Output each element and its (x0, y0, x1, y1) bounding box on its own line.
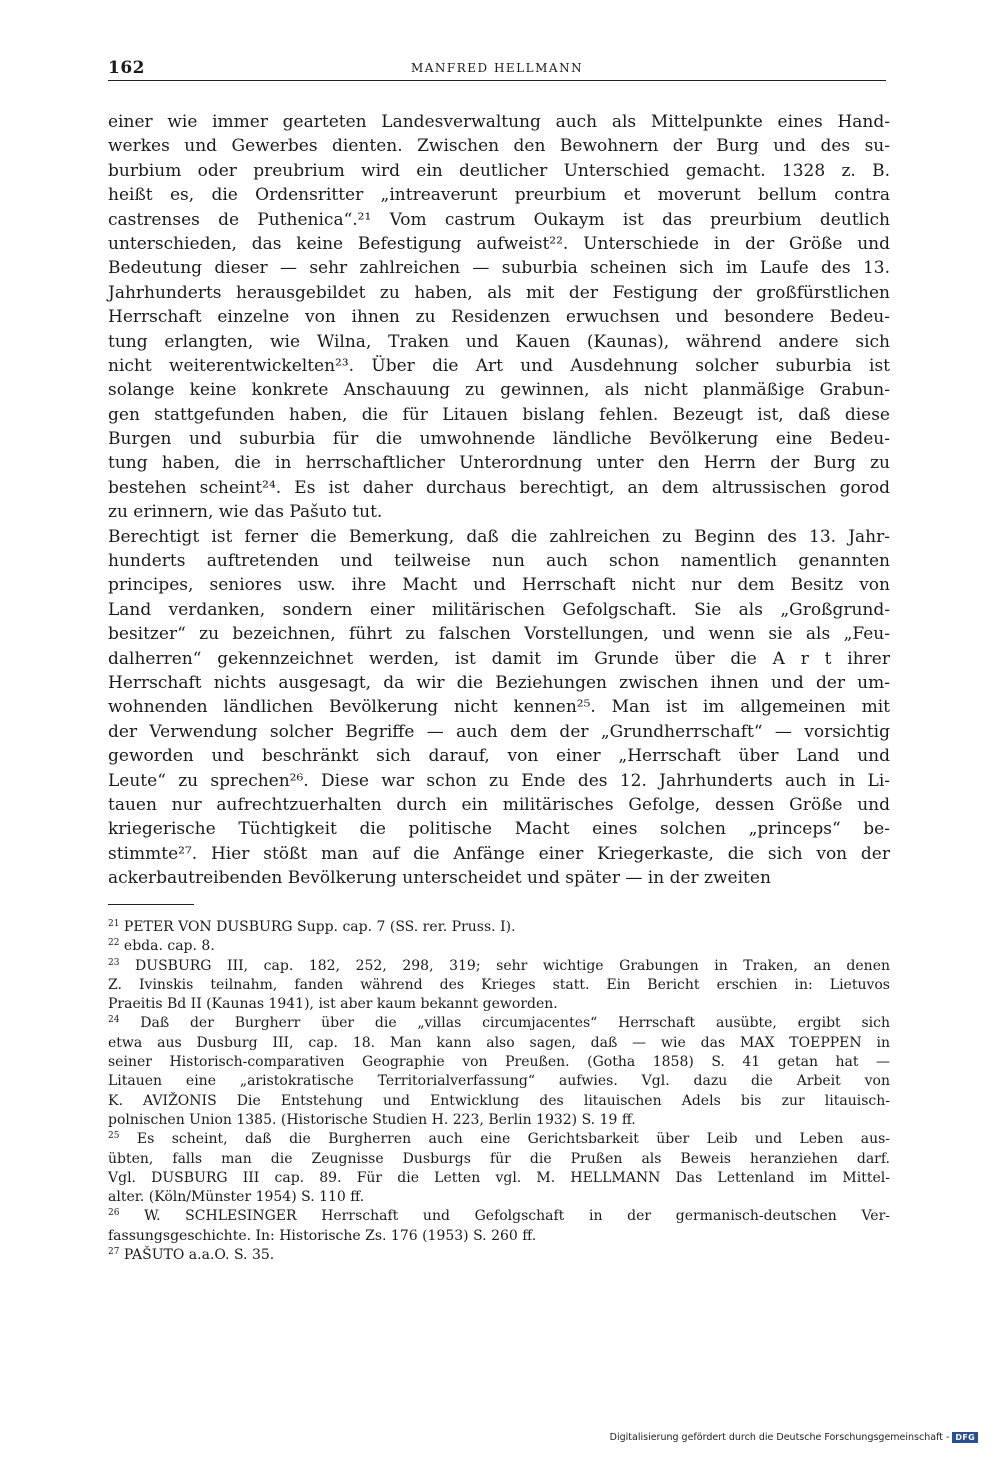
footnote-line (108, 995, 890, 1014)
body-line: bestehen scheint²⁴. Es ist daher durchaus berechtigt, an dem altrussischen gorod (108, 477, 890, 498)
dfg-logo: DFG (952, 1432, 978, 1443)
body-line: castrenses de Puthenica“.²¹ Vom castrum Oukaym ist das preurbium deutlich (108, 209, 890, 230)
footnote-line (108, 1014, 890, 1033)
body-line: heißt es, die Ordensritter „intreaverunt preurbium et moverunt bellum contra (108, 185, 890, 206)
footnote-line (108, 1150, 890, 1169)
body-line: Herrschaft nichts ausgesagt, da wir die Beziehungen zwischen ihnen und der um- (108, 672, 890, 693)
body-line: Burgen und suburbia für die umwohnende ländliche Bevölkerung eine Bedeu- (108, 429, 890, 450)
body-line: dalherren“ gekennzeichnet werden, ist damit im Grunde über die A r t ihrer (108, 648, 890, 669)
body-line: Leute“ zu sprechen²⁶. Diese war schon zu Ende des 12. Jahrhunderts auch in Li- (108, 770, 890, 791)
body-line: hunderts auftretenden und teilweise nun auch schon namentlich genannten (108, 551, 890, 572)
footnote-line (108, 1130, 890, 1149)
footnote-text: Es scheint, daß die Burgherren auch eine Gerichtsbarkeit über Leib und Leben aus- (136, 1131, 890, 1148)
body-line: gen stattgefunden haben, die für Litauen bislang fehlen. Bezeugt ist, daß diese (108, 404, 890, 425)
running-head: MANFRED HELLMANN (410, 61, 584, 75)
footnote-number: 27 (108, 1247, 120, 1258)
footnote-text: alter. (Köln/Münster 1954) S. 110 ff. (108, 1189, 365, 1206)
body-text (108, 110, 890, 891)
body-line: besitzer“ zu bezeichnen, führt zu falschen Vorstellungen, und wenn sie als „Feu- (108, 624, 890, 645)
footnote-number: 23 (108, 957, 120, 968)
footnote-text: Vgl. DUSBURG III cap. 89. Für die Letten vgl. M. HELLMANN Das Lettenland im Mittel- (108, 1169, 890, 1186)
footnote-text: DUSBURG III, cap. 182, 252, 298, 319; sehr wichtige Grabungen in Traken, an denen (135, 957, 890, 974)
footnote-line (108, 918, 890, 937)
body-line: stimmte²⁷. Hier stößt man auf die Anfänge einer Kriegerkaste, die sich von der (108, 843, 890, 864)
body-line: Land verdanken, sondern einer militärischen Gefolgschaft. Sie als „Großgrund- (108, 599, 890, 620)
footnote-text: polnischen Union 1385. (Historische Studien H. 223, Berlin 1932) S. 19 ff. (108, 1111, 636, 1128)
credit-text: Digitalisierung gefördert durch die Deutsche Forschungsgemeinschaft - (609, 1432, 950, 1443)
footnote-text: W. SCHLESINGER Herrschaft und Gefolgschaft in der germanisch-deutschen Ver- (144, 1208, 890, 1225)
footnote-text: PETER VON DUSBURG Supp. cap. 7 (SS. rer. Pruss. I). (123, 919, 516, 935)
footnote-line (108, 1246, 890, 1265)
body-line: ackerbautreibenden Bevölkerung unterscheidet und später — in der zweiten (108, 868, 771, 889)
body-line: wohnenden ländlichen Bevölkerung nicht kennen²⁵. Man ist im allgemeinen mit (108, 697, 890, 718)
footnote-line (108, 957, 890, 976)
footnote-number: 25 (108, 1131, 120, 1142)
footnote-text: fassungsgeschichte. In: Historische Zs. 176 (1953) S. 260 ff. (108, 1227, 537, 1244)
page-number: 162 (108, 58, 145, 78)
footnote-text: Z. Ivinskis teilnahm, fanden während des Krieges statt. Ein Bericht erschien in: Lietuvos (108, 976, 890, 993)
footnote-text: seiner Historisch-comparativen Geographie von Preußen. (Gotha 1858) S. 41 getan hat — (108, 1054, 890, 1071)
footnote-line (108, 1092, 890, 1111)
body-line: kriegerische Tüchtigkeit die politische Macht eines solchen „princeps“ be- (108, 819, 890, 840)
footnote-number: 24 (108, 1015, 120, 1026)
digitization-credit (610, 1432, 978, 1443)
body-line: tauen nur aufrechtzuerhalten durch ein militärisches Gefolge, dessen Größe und (108, 794, 890, 815)
footnote-text: übten, falls man die Zeugnisse Dusburgs für die Prußen als Beweis heranziehen darf. (108, 1150, 890, 1167)
footnote-number: 26 (108, 1208, 120, 1219)
body-line: tung haben, die in herrschaftlicher Unterordnung unter den Herrn der Burg zu (108, 453, 890, 474)
footnote-text: etwa aus Dusburg III, cap. 18. Man kann also sagen, daß — wie das MAX TOEPPEN in (108, 1034, 890, 1051)
body-line: der Verwendung solcher Begriffe — auch dem der „Grundherrschaft“ — vorsichtig (108, 721, 890, 742)
body-line: zu erinnern, wie das Pašuto tut. (108, 502, 383, 523)
footnote-line (108, 937, 890, 956)
footnote-text: PAŠUTO a.a.O. S. 35. (123, 1247, 275, 1264)
footnote-number: 22 (108, 938, 120, 949)
footnote-line (108, 1207, 890, 1226)
footnote-line (108, 1072, 890, 1091)
body-line: Berechtigt ist ferner die Bemerkung, daß die zahlreichen zu Beginn des 13. Jahr- (108, 526, 890, 547)
body-line: nicht weiterentwickelten²³. Über die Art und Ausdehnung solcher suburbia ist (108, 355, 890, 376)
body-line: werkes und Gewerbes dienten. Zwischen den Bewohnern der Burg und des su- (108, 136, 890, 157)
page-header (108, 58, 886, 81)
footnote-text: Praeitis Bd II (Kaunas 1941), ist aber kaum bekannt geworden. (108, 996, 558, 1013)
body-line: geworden und beschränkt sich darauf, von einer „Herrschaft über Land und (108, 746, 890, 767)
footnote-text: Litauen eine „aristokratische Territorialverfassung“ aufwies. Vgl. dazu die Arbeit von (108, 1073, 890, 1090)
footnote-text: Daß der Burgherr über die „villas circumjacentes“ Herrschaft ausübte, ergibt sich (140, 1015, 890, 1032)
footnote-line (108, 976, 890, 995)
body-line: Herrschaft einzelne von ihnen zu Residenzen erwuchsen und besondere Bedeu- (108, 307, 890, 328)
body-line: burbium oder preubrium wird ein deutlicher Unterschied gemacht. 1328 z. B. (108, 160, 890, 181)
body-line: principes, seniores usw. ihre Macht und Herrschaft nicht nur dem Besitz von (108, 575, 890, 596)
footnote-line (108, 1188, 890, 1207)
footnote-line (108, 1169, 890, 1188)
body-line: tung erlangten, wie Wilna, Traken und Kauen (Kaunas), während andere sich (108, 331, 890, 352)
footnote-text: K. AVIŽONIS Die Entstehung und Entwicklung des litauischen Adels bis zur litauisch- (108, 1092, 890, 1109)
body-line: solange keine konkrete Anschauung zu gewinnen, als nicht planmäßige Grabun- (108, 380, 890, 401)
footnote-text: ebda. cap. 8. (123, 938, 215, 955)
footnote-number: 21 (108, 919, 120, 929)
footnotes (108, 918, 890, 1265)
footnote-line (108, 1111, 890, 1130)
footnote-line (108, 1053, 890, 1072)
body-line: Bedeutung dieser — sehr zahlreichen — suburbia scheinen sich im Laufe des 13. (108, 258, 890, 279)
body-line: Jahrhunderts herausgebildet zu haben, als mit der Festigung der großfürstlichen (108, 282, 890, 303)
footnote-line (108, 1034, 890, 1053)
body-line: einer wie immer gearteten Landesverwaltung auch als Mittelpunkte eines Hand- (108, 112, 890, 132)
footnote-divider (108, 904, 194, 905)
footnote-line (108, 1227, 890, 1246)
body-line: unterschieden, das keine Befestigung aufweist²². Unterschiede in der Größe und (108, 233, 890, 254)
